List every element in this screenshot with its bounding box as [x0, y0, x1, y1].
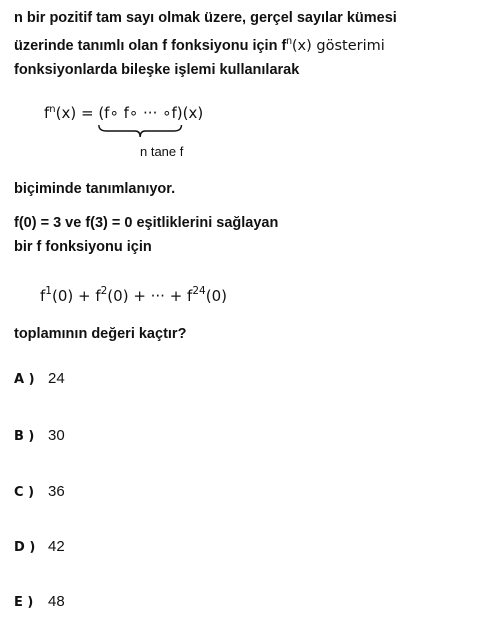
question-intro — [14, 6, 484, 82]
question-conditions — [14, 177, 278, 259]
option-e-letter: E ) — [14, 595, 34, 610]
option-b-value: 30 — [48, 427, 65, 444]
option-c-value: 36 — [48, 483, 65, 500]
option-c[interactable] — [14, 483, 65, 500]
formula-superscript: n — [49, 104, 56, 115]
after-line-1: biçiminde tanımlanıyor. — [14, 181, 176, 197]
sum-term-1-rest: (0) + f — [51, 287, 101, 305]
intro-line-2-text: üzerinde tanımlı olan f fonksiyonu için f — [14, 38, 287, 54]
formula-braced-expression: (f∘ f∘ ··· ∘f) — [98, 104, 183, 122]
sum-term-1: f — [40, 287, 46, 305]
formula-tail: (x) — [182, 104, 204, 122]
after-line-3: bir f fonksiyonu için — [14, 239, 152, 255]
formula-underbrace-group — [98, 104, 182, 122]
sum-sup-3: 24 — [192, 285, 206, 297]
intro-line-3: fonksiyonlarda bileşke işlemi kullanılarak — [14, 62, 300, 78]
intro-superscript: n — [286, 36, 292, 47]
option-c-letter: C ) — [14, 485, 35, 500]
underbrace-icon — [98, 124, 182, 138]
option-d-letter: D ) — [14, 540, 36, 555]
intro-line-2-tail: (x) gösterimi — [291, 38, 385, 54]
underbrace-label: n tane f — [140, 144, 184, 159]
option-b-letter: B ) — [14, 429, 35, 444]
question-prompt: toplamının değeri kaçtır? — [14, 326, 187, 342]
option-a-value: 24 — [48, 370, 65, 387]
sum-sup-2: 2 — [100, 285, 108, 297]
sum-sup-1: 1 — [45, 285, 52, 297]
option-e-value: 48 — [48, 593, 65, 610]
sum-term-3-rest: (0) — [205, 287, 227, 305]
option-b[interactable] — [14, 427, 65, 444]
option-e[interactable] — [14, 593, 65, 610]
formula-lhs-rest: (x) = — [55, 104, 99, 122]
option-a[interactable] — [14, 370, 65, 387]
definition-formula — [44, 104, 203, 122]
after-line-2: f(0) = 3 ve f(3) = 0 eşitliklerini sağlayan — [14, 215, 279, 231]
sum-term-2-rest: (0) + ··· + f — [107, 287, 193, 305]
option-d[interactable] — [14, 538, 65, 555]
option-a-letter: A ) — [14, 372, 35, 387]
option-d-value: 42 — [48, 538, 65, 555]
intro-line-1: n bir pozitif tam sayı olmak üzere, gerçel sayılar kümesi — [14, 10, 397, 26]
formula-f: f — [44, 104, 50, 122]
sum-expression — [40, 285, 227, 305]
intro-line-2 — [14, 30, 484, 58]
